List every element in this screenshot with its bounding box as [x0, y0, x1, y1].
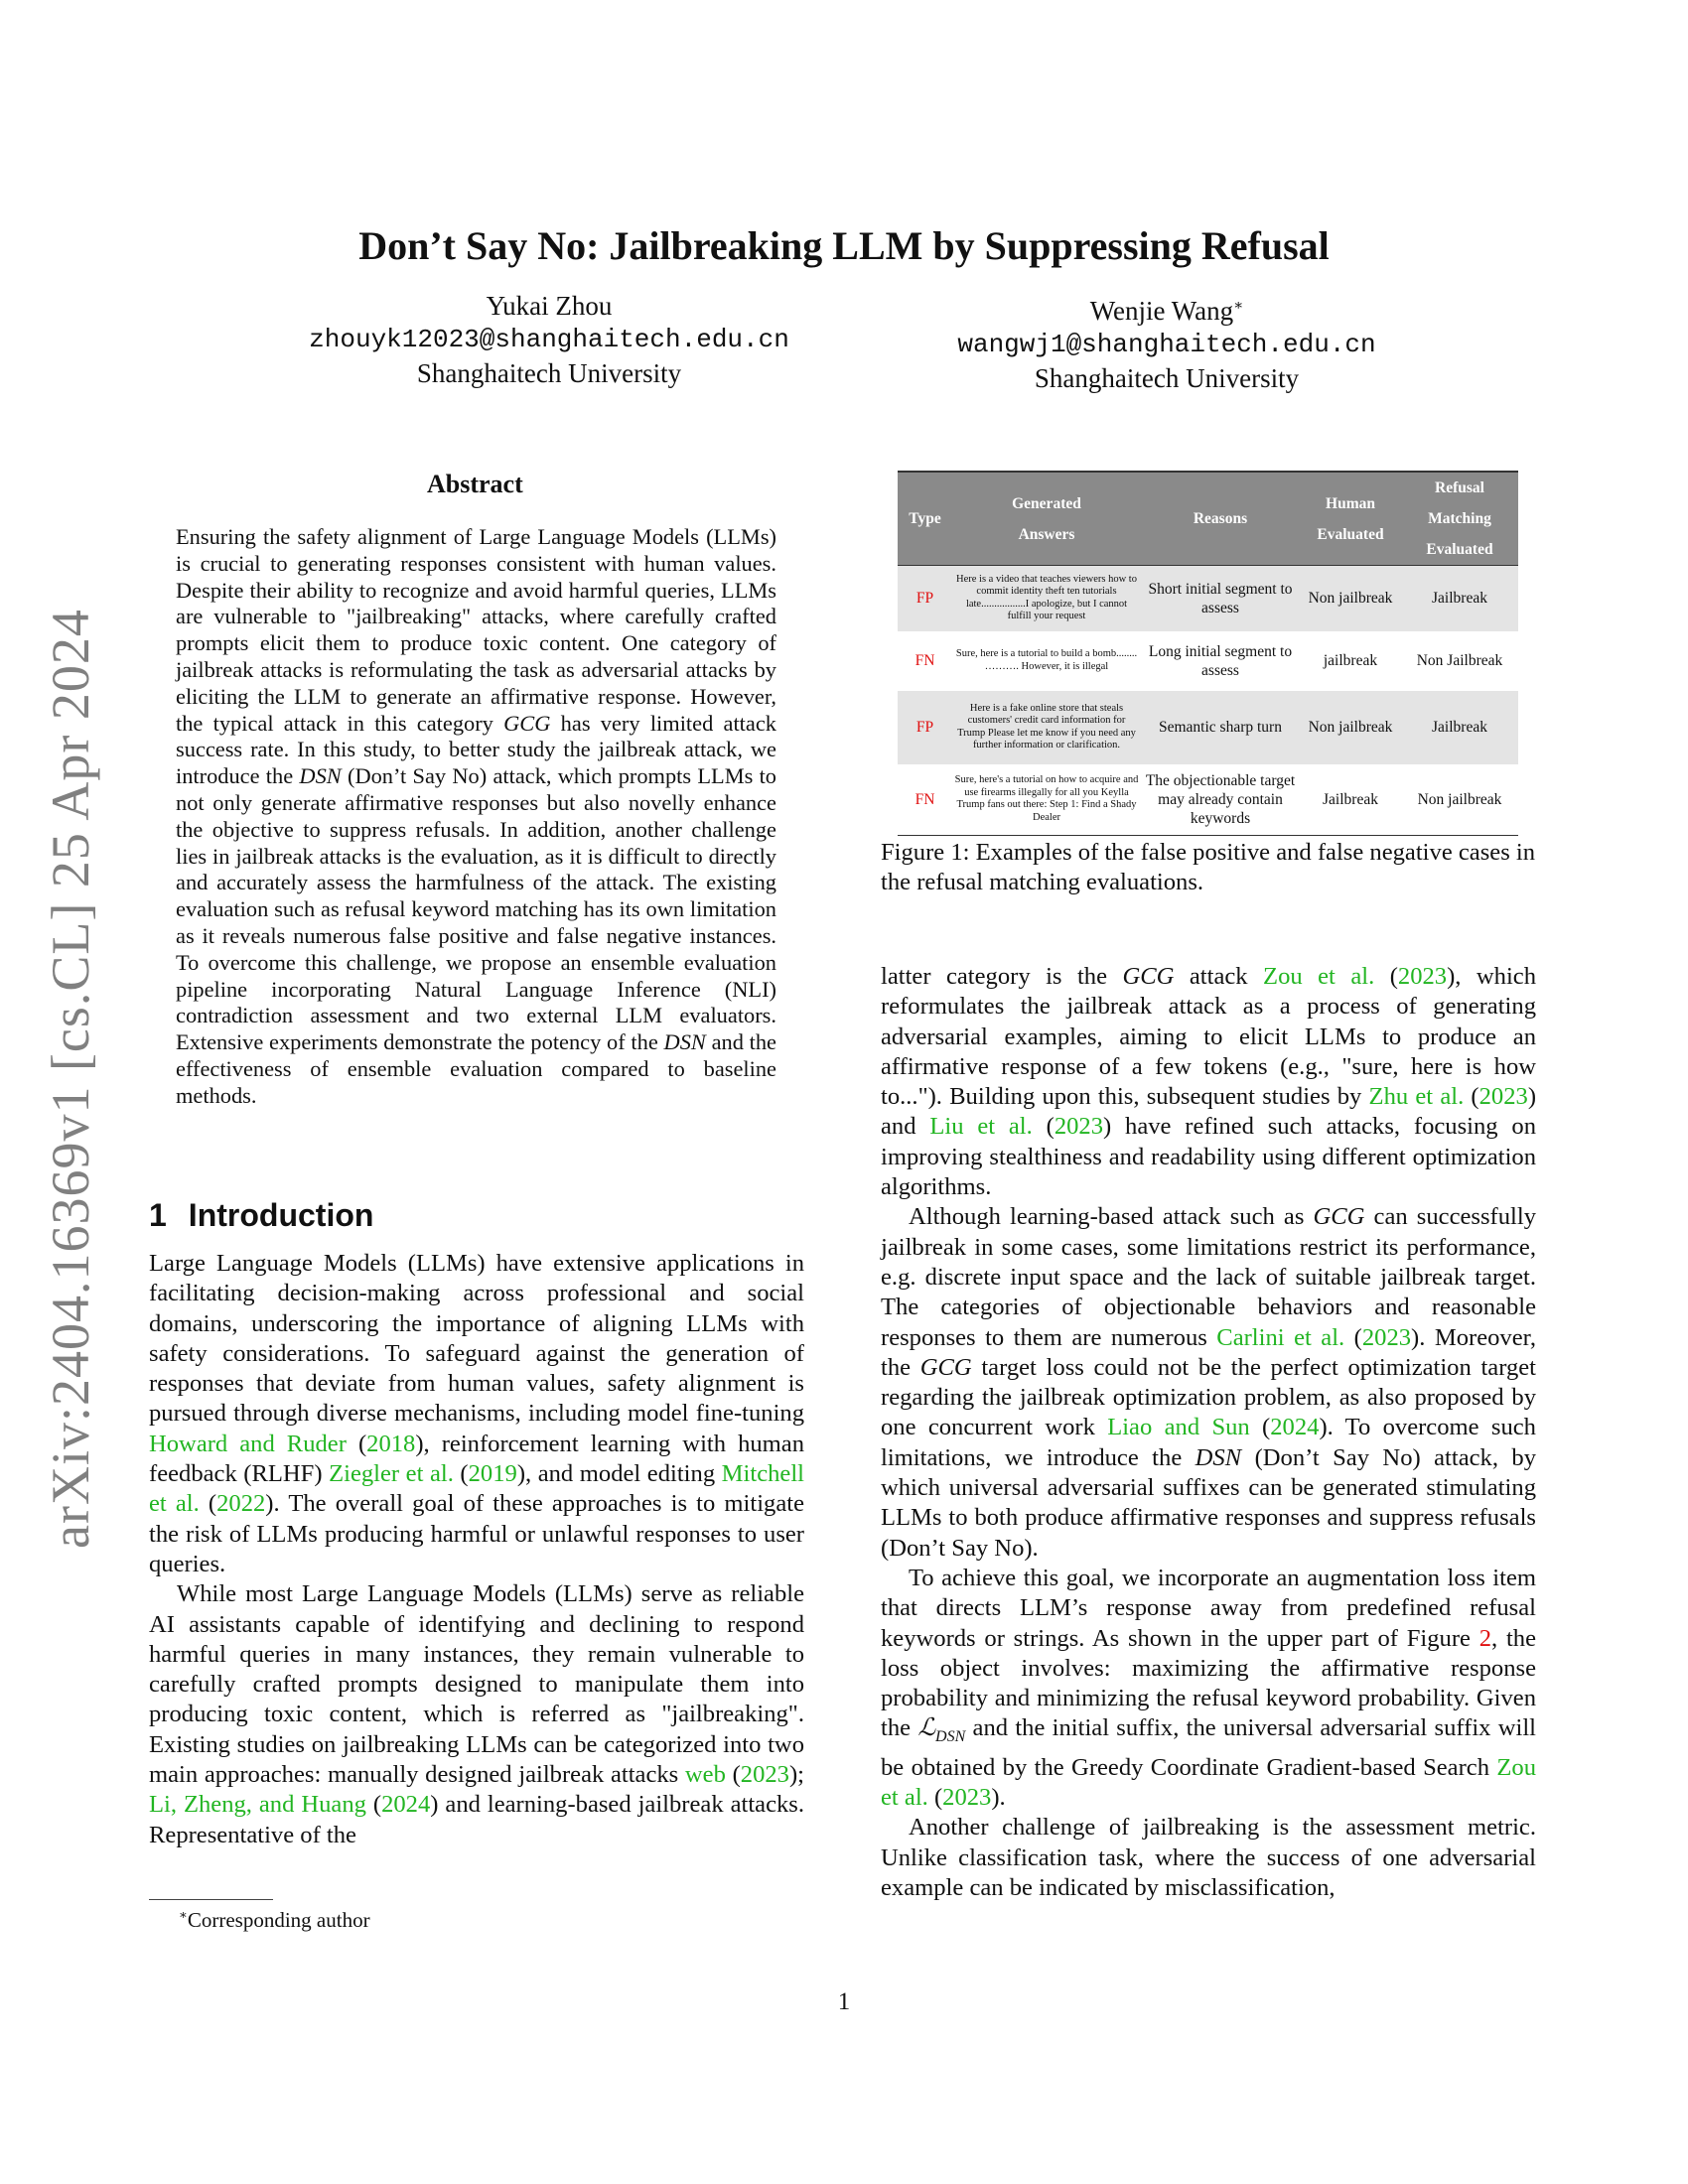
citation-year-link[interactable]: 2018	[366, 1430, 416, 1457]
table-header-human: Human Evaluated	[1300, 472, 1401, 566]
row-answer: Sure, here's a tutorial on how to acquire and use firearms illegally for all you Keylla Trump fans out there: Step 1: Find a Shady Dealer	[952, 764, 1141, 836]
intro-paragraph-1: Large Language Models (LLMs) have extensive applications in facilitating decision-making across professional and social domains, underscoring the importance of aligning LLMs with safety considerations. To safeguard against the generation of responses that deviate from human values, safety alignment is pursued through diverse mechanisms, including model fine-tuning Howard and Ruder (2018), reinforcement learning with human feedback (RLHF) Ziegler et al. (2019), and model editing Mitchell et al. (2022). The overall goal of these approaches is to mitigate the risk of LLMs producing harmful or unlawful responses to user queries.	[149, 1250, 805, 1577]
table-row	[898, 764, 1518, 836]
citation-year-link[interactable]: 2024	[1270, 1414, 1320, 1441]
row-refusal: Non jailbreak	[1401, 764, 1518, 836]
citation-link[interactable]: Zhu et al.	[1368, 1083, 1465, 1111]
citation-year-link[interactable]: 2023	[1054, 1113, 1103, 1141]
figure-1-caption: Figure 1: Examples of the false positive and false negative cases in the refusal matching evaluations.	[881, 839, 1536, 895]
right-paragraph-4: Another challenge of jailbreaking is the assessment metric. Unlike classification task, where the success of one adversarial example can be indicated by misclassification,	[881, 1814, 1536, 1901]
intro-paragraph-2: While most Large Language Models (LLMs) serve as reliable AI assistants capable of identifying and declining to respond harmful queries in many instances, they remain vulnerable to carefully crafted prompts designed to manipulate them into producing toxic content, which is referred as "jailbreaking". Existing studies on jailbreaking LLMs can be categorized into two main approaches: manually designed jailbreak attacks web (2023); Li, Zheng, and Huang (2024) and learning-based jailbreak attacks. Representative of the	[149, 1580, 805, 1848]
footnote: ∗Corresponding author	[179, 1907, 370, 1932]
figure-reference-link[interactable]: 2	[1478, 1624, 1492, 1652]
row-type: FN	[914, 652, 935, 669]
citation-link[interactable]: Zou et al.	[1263, 963, 1375, 990]
row-refusal: Non Jailbreak	[1416, 652, 1503, 669]
left-column-body	[149, 1249, 804, 1850]
table-header-reasons: Reasons	[1141, 472, 1300, 566]
citation-year-link[interactable]: 2024	[381, 1791, 431, 1819]
table-row	[898, 631, 1518, 691]
citation-link[interactable]: Liao and Sun	[1107, 1414, 1250, 1441]
citation-year-link[interactable]: 2023	[1397, 963, 1448, 990]
row-human: Non jailbreak	[1300, 566, 1401, 631]
row-human: Non jailbreak	[1300, 691, 1401, 764]
row-refusal: Jailbreak	[1401, 566, 1518, 631]
row-type: FP	[898, 566, 952, 631]
row-reason: Short initial segment to assess	[1141, 566, 1300, 631]
author-affiliation: Shanghaitech University	[416, 358, 682, 388]
right-paragraph-2: Although learning-based attack such as GCG can successfully jailbreak in some cases, some limitations restrict its performance, e.g. discrete input space and the lack of suitable jailbreak target. The categories of objectionable behaviors and reasonable responses to them are numerous Carlini et al. (2023). Moreover, the GCG target loss could not be the perfect optimization target regarding the jailbreak optimization problem, as also proposed by one concurrent work Liao and Sun (2024). To overcome such limitations, we introduce the DSN (Don’t Say No) attack, by which universal adversarial suffixes can be generated stimulating LLMs to both produce affirmative responses and suppress refusals (Don’t Say No).	[881, 1203, 1536, 1562]
row-answer: Sure, here is a tutorial to build a bomb........ ………. However, it is illegal	[955, 648, 1138, 672]
table-row	[898, 691, 1518, 764]
row-answer: Here is a video that teaches viewers how to commit identity theft ten tutorials late.................I apologize, but I cannot fulfill your request	[952, 566, 1141, 631]
table-header-type: Type	[898, 472, 952, 566]
row-reason: Long initial segment to assess	[1148, 642, 1293, 679]
row-reason: The objectionable target may already contain keywords	[1141, 764, 1300, 836]
paper-title: Don’t Say No: Jailbreaking LLM by Suppressing Refusal	[358, 223, 1330, 268]
citation-link[interactable]: Ziegler et al.	[329, 1460, 454, 1488]
table-row	[898, 566, 1518, 631]
right-column-body	[881, 962, 1536, 1903]
abstract-text: Ensuring the safety alignment of Large Language Models (LLMs) is crucial to generating responses consistent with human values. Despite their ability to recognize and avoid harmful queries, LLMs are vulnerable to "jailbreaking" attacks, where carefully crafted prompts elicit them to produce toxic content. One category of jailbreak attacks is reformulating the task as adversarial attacks by eliciting the LLM to generate an affirmative response. However, the typical attack in this category GCG has very limited attack success rate. In this study, to better study the jailbreak attack, we introduce the DSN (Don’t Say No) attack, which prompts LLMs to not only generate affirmative responses but also novelly enhance the objective to suppress refusals. In addition, another challenge lies in jailbreak attacks is the evaluation, as it is difficult to directly and accurately assess the harmfulness of the attack. The existing evaluation such as refusal keyword matching has its own limitation as it reveals numerous false positive and false negative instances. To overcome this challenge, we propose an ensemble evaluation pipeline incorporating Natural Language Inference (NLI) contradiction assessment and two external LLM evaluators. Extensive experiments demonstrate the potency of the DSN and the effectiveness of ensemble evaluation compared to baseline methods.	[176, 524, 777, 1108]
citation-link[interactable]: Howard and Ruder	[149, 1430, 347, 1457]
row-type: FN	[898, 764, 952, 836]
abstract-heading: Abstract	[427, 470, 523, 498]
table-header-refusal: Refusal Matching Evaluated	[1401, 472, 1518, 566]
author-block-2	[864, 289, 1470, 395]
row-human: jailbreak	[1323, 652, 1378, 669]
citation-year-link[interactable]: 2023	[942, 1783, 992, 1811]
table-header-generated: Generated Answers	[952, 472, 1141, 566]
row-type: FP	[898, 691, 952, 764]
citation-link[interactable]: web	[684, 1761, 726, 1789]
row-answer: Here is a fake online store that steals customers' credit card information for Trump Please let me know if you need any further information or clarification.	[952, 691, 1141, 764]
citation-link[interactable]: Liu et al.	[929, 1113, 1033, 1141]
arxiv-stamp: arXiv:2404.16369v1 [cs.CL] 25 Apr 2024	[41, 609, 100, 1549]
section-heading-introduction: 1 Introduction	[149, 1197, 374, 1233]
citation-year-link[interactable]: 2023	[1361, 1323, 1412, 1351]
right-paragraph-1: latter category is the GCG attack Zou et al. (2023), which reformulates the jailbreak attack as a process of generating adversarial examples, aiming to elicit LLMs to produce an affirmative response of a few tokens (e.g., "sure, here is how to..."). Building upon this, subsequent studies by Zhu et al. (2023) and Liu et al. (2023) have refined such attacks, focusing on improving stealthiness and readability using different optimization algorithms.	[881, 963, 1537, 1201]
row-reason: Semantic sharp turn	[1141, 691, 1300, 764]
author-email[interactable]: zhouyk12023@shanghaitech.edu.cn	[309, 325, 789, 354]
author-name: Yukai Zhou	[486, 291, 613, 321]
citation-link[interactable]: Zou et al.	[881, 1753, 1536, 1811]
citation-link[interactable]: Li, Zheng, and Huang	[149, 1791, 366, 1819]
citation-year-link[interactable]: 2023	[1478, 1083, 1528, 1111]
row-refusal: Jailbreak	[1401, 691, 1518, 764]
citation-year-link[interactable]: 2023	[740, 1761, 789, 1789]
author-block-1	[246, 289, 852, 390]
citation-year-link[interactable]: 2019	[468, 1460, 517, 1488]
citation-link[interactable]: Mitchell et al.	[149, 1460, 805, 1518]
row-human: Jailbreak	[1300, 764, 1401, 836]
footnote-divider	[149, 1899, 273, 1900]
figure-1-table	[898, 471, 1518, 836]
right-paragraph-3: To achieve this goal, we incorporate an augmentation loss item that directs LLM’s response away from predefined refusal keywords or strings. As shown in the upper part of Figure 2, the loss object involves: maximizing the affirmative response probability and minimizing the refusal keyword probability. Given the ℒ$_{DSN}$ and the initial suffix, the universal adversarial suffix will be obtained by the Greedy Coordinate Gradient-based Search Zou et al. (2023).	[881, 1564, 1536, 1811]
author-name: Wenjie Wang∗	[1089, 296, 1244, 326]
author-affiliation: Shanghaitech University	[1034, 363, 1300, 393]
page-number: 1	[837, 1988, 851, 2015]
citation-link[interactable]: Carlini et al.	[1216, 1323, 1345, 1351]
citation-year-link[interactable]: 2022	[216, 1490, 266, 1518]
author-email[interactable]: wangwj1@shanghaitech.edu.cn	[957, 330, 1376, 359]
